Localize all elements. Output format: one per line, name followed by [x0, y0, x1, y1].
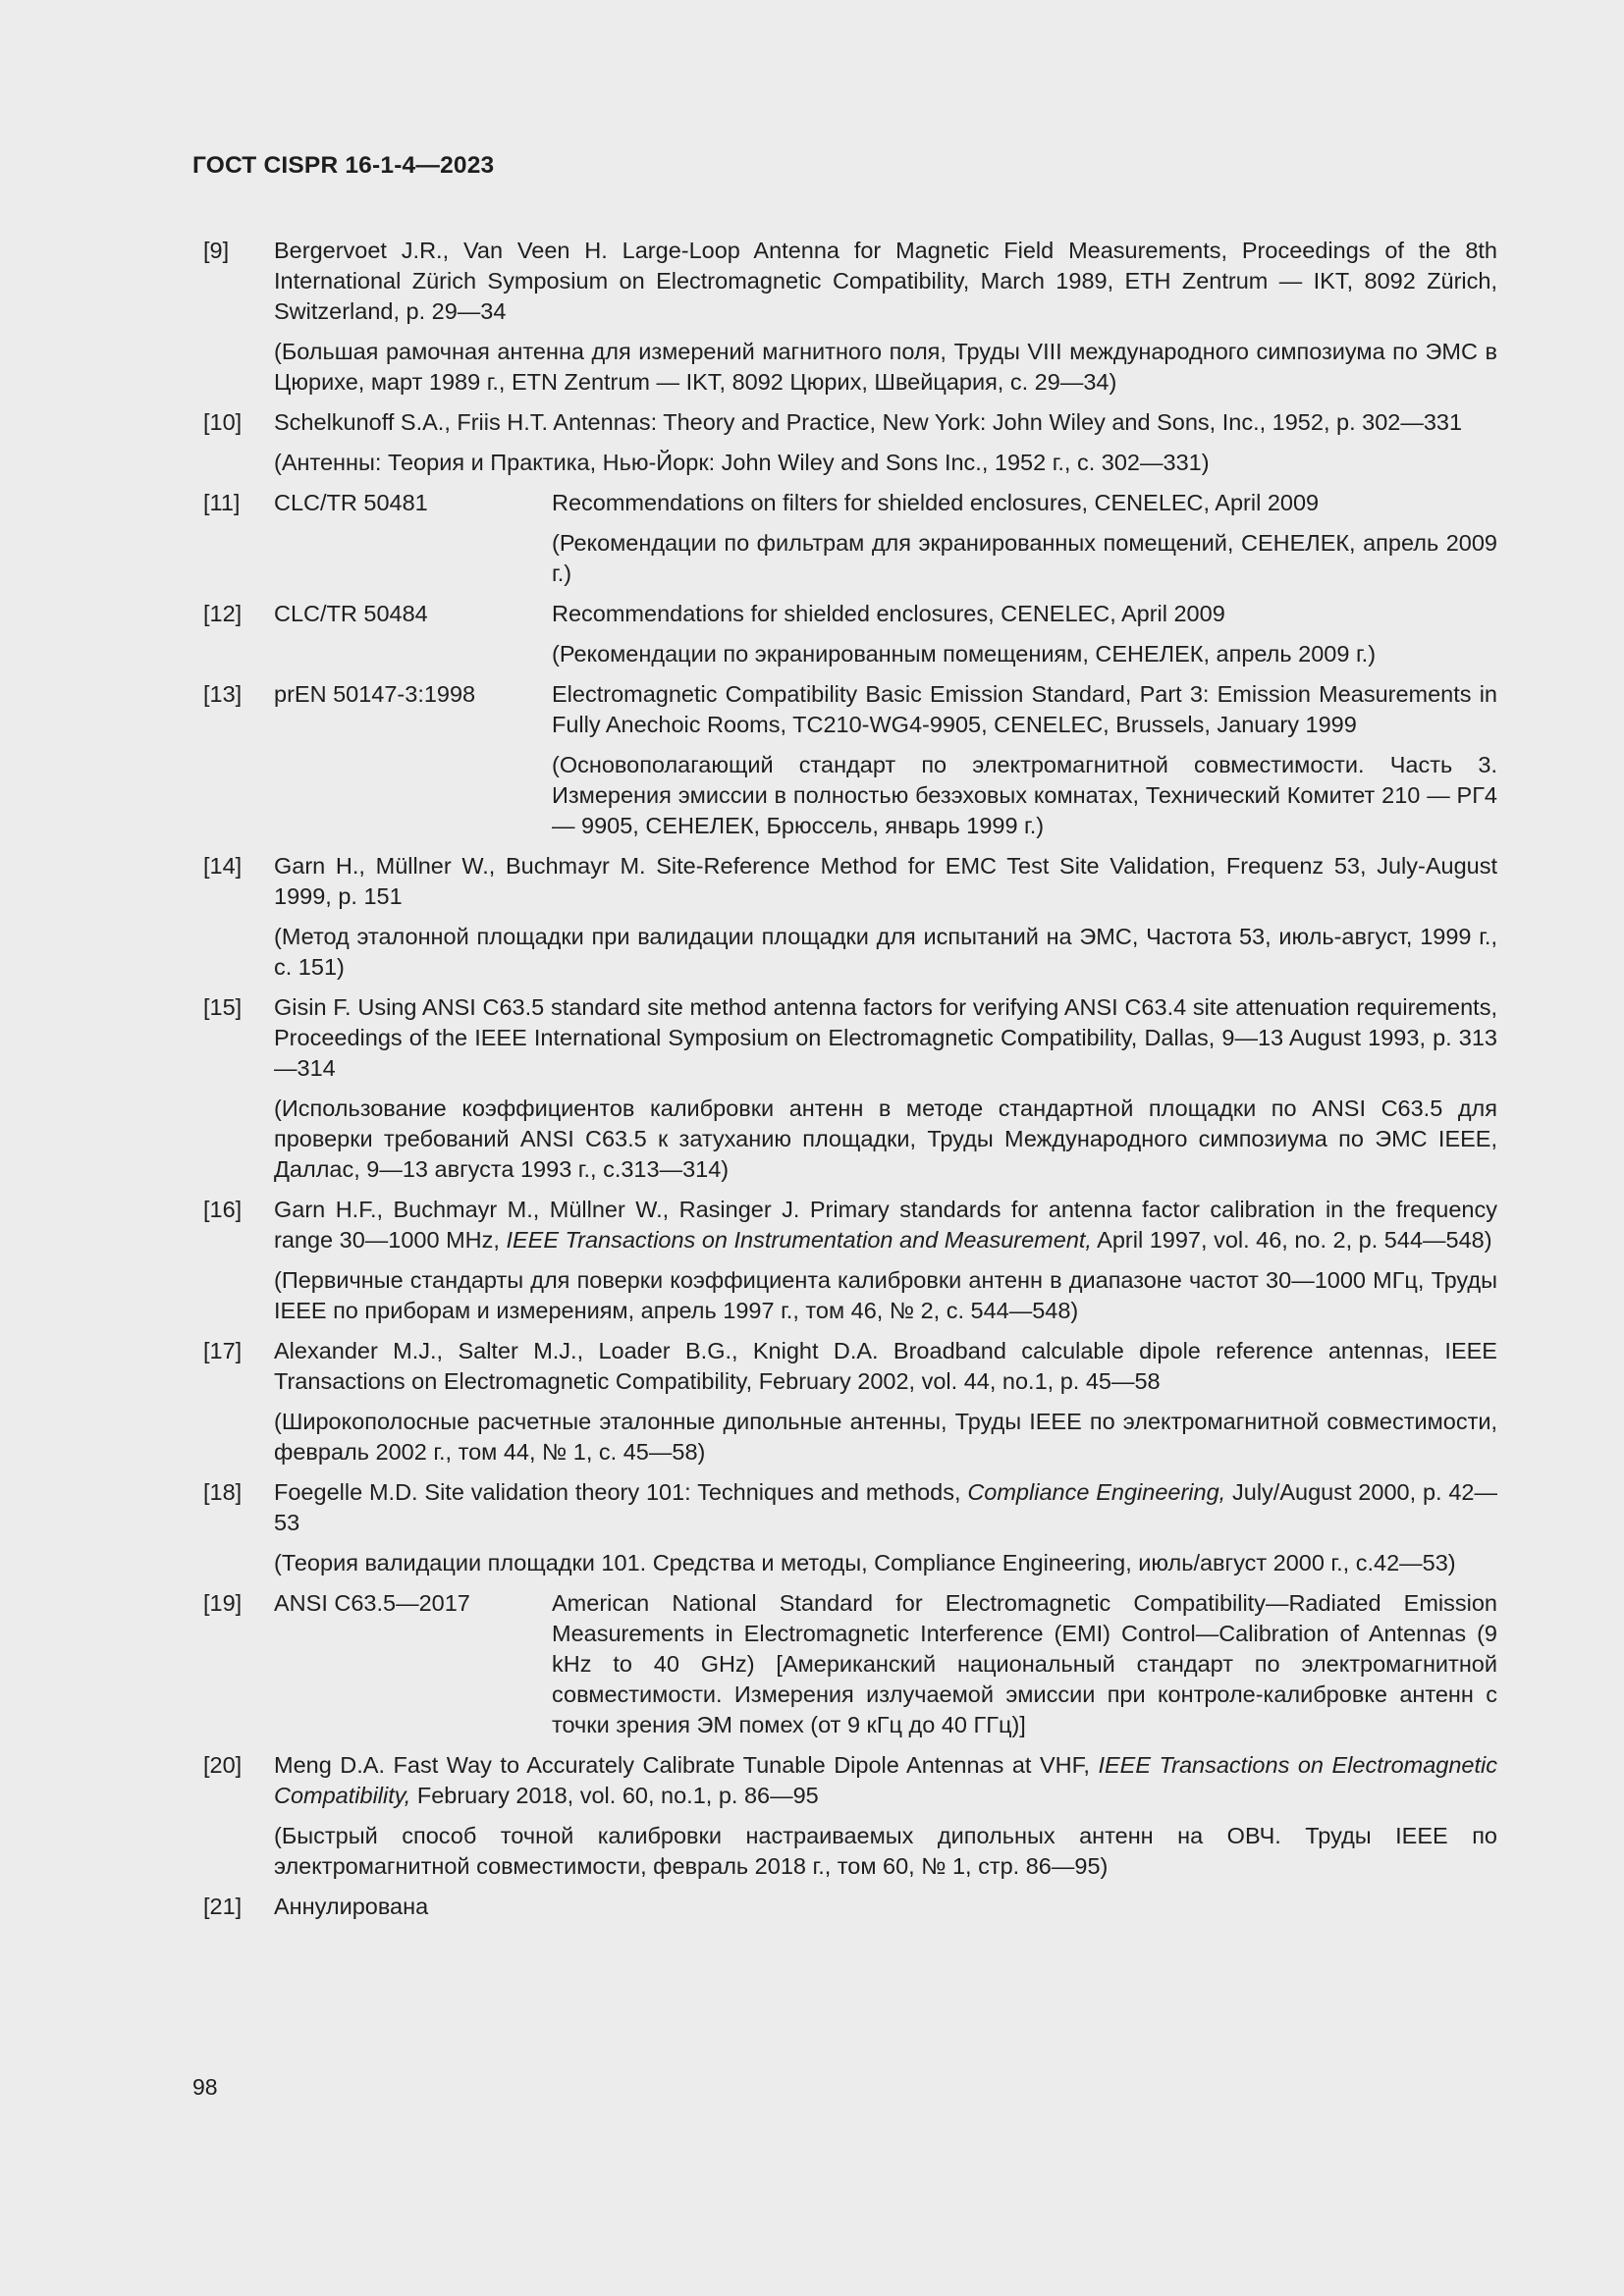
reference-text: Garn H., Müllner W., Buchmayr M. Site-Reference Method for EMC Test Site Validation, Frequenz 53, July-August 1999, p. 151 [274, 853, 1497, 909]
reference-text-part: Foegelle M.D. Site validation theory 101: Techniques and methods, [274, 1479, 968, 1505]
reference-text [274, 1477, 1497, 1538]
reference-number: [20] [203, 1752, 243, 1778]
reference-text: Bergervoet J.R., Van Veen H. Large-Loop Antenna for Magnetic Field Measurements, Proceedings of the 8th International Zürich Symposium on Electromagnetic Compatibility, March 1989, ETH Zentrum — IKT, 8092 Zürich, Switzerland, p. 29—34 [274, 238, 1497, 324]
reference-text-part: April 1997, vol. 46, no. 2, p. 544—548) [1091, 1227, 1492, 1253]
reference-body [552, 488, 1497, 589]
page-number: 98 [192, 2074, 218, 2100]
reference-translation: (Использование коэффициентов калибровки антенн в методе стандартной площадки по ANSI C63.5 для проверки требований ANSI C63.5 к затуханию площадки, Труды Международного симпозиума по ЭМС IEEE, Даллас, 9—13 августа 1993 г., с.313—314) [274, 1095, 1497, 1182]
reference-number: [16] [203, 1197, 243, 1222]
reference-entry [203, 1477, 1497, 1578]
reference-translation: (Быстрый способ точной калибровки настраиваемых дипольных антенн на ОВЧ. Труды IEEE по электромагнитной совместимости, февраль 2018 г., том 60, № 1, стр. 86—95) [274, 1823, 1497, 1879]
reference-text: Recommendations on filters for shielded enclosures, CENELEC, April 2009 [552, 490, 1320, 515]
reference-body [274, 236, 1497, 398]
reference-entry [203, 1195, 1497, 1326]
reference-translation: (Метод эталонной площадки при валидации площадки для испытаний на ЭМС, Частота 53, июль-август, 1999 г., с. 151) [274, 924, 1497, 980]
reference-text-part: July/August 2000, p. 42—53 [274, 1479, 1497, 1535]
reference-number: [10] [203, 409, 243, 435]
reference-number: [15] [203, 994, 243, 1020]
reference-translation: (Антенны: Теория и Практика, Нью-Йорк: John Wiley and Sons Inc., 1952 г., с. 302—331) [274, 450, 1210, 475]
reference-number: [14] [203, 853, 243, 879]
reference-translation: (Широкополосные расчетные эталонные дипольные антенны, Труды IEEE по электромагнитной совместимости, февраль 2002 г., том 44, № 1, с. 45—58) [274, 1409, 1497, 1465]
reference-translation: (Первичные стандарты для поверки коэффициента калибровки антенн в диапазоне частот 30—1000 МГц, Труды IEEE по приборам и измерениям, апрель 1997 г., том 46, № 2, с. 544—548) [274, 1267, 1497, 1323]
reference-text: Schelkunoff S.A., Friis H.T. Antennas: Theory and Practice, New York: John Wiley and Sons, Inc., 1952, p. 302—331 [274, 409, 1463, 435]
reference-body [552, 679, 1497, 841]
reference-body [552, 599, 1497, 669]
reference-entry [203, 488, 1497, 589]
reference-body [552, 1588, 1497, 1740]
reference-body [274, 851, 1497, 983]
reference-entry [203, 1588, 1497, 1740]
reference-body [274, 1892, 1497, 1922]
reference-text: Аннулирована [274, 1894, 429, 1919]
reference-translation: (Рекомендации по экранированным помещениям, СЕНЕЛЕК, апрель 2009 г.) [552, 641, 1377, 667]
bibliography-list [203, 236, 1497, 1932]
reference-translation: (Основополагающий стандарт по электромагнитной совместимости. Часть 3. Измерения эмиссии в полностью безэховых комнатах, Технический Комитет 210 — РГ4 — 9905, СЕНЕЛЕК, Брюссель, январь 1999 г.) [552, 752, 1497, 838]
reference-entry [203, 599, 1497, 669]
reference-body [274, 1336, 1497, 1468]
document-header: ГОСТ CISPR 16-1-4—2023 [192, 152, 495, 179]
reference-number: [9] [203, 238, 230, 263]
reference-text [274, 1750, 1497, 1811]
reference-entry [203, 1892, 1497, 1922]
reference-translation: (Рекомендации по фильтрам для экранированных помещений, СЕНЕЛЕК, апрель 2009 г.) [552, 530, 1497, 586]
standard-designation: CLC/TR 50484 [274, 601, 428, 626]
standard-designation: ANSI C63.5—2017 [274, 1590, 470, 1616]
journal-title: Compliance Engineering, [967, 1479, 1226, 1505]
reference-entry [203, 1750, 1497, 1882]
reference-entry [203, 992, 1497, 1185]
reference-body [274, 407, 1497, 478]
reference-entry [203, 851, 1497, 983]
reference-entry [203, 1336, 1497, 1468]
reference-number: [18] [203, 1479, 243, 1505]
reference-body [274, 1195, 1497, 1326]
reference-number: [11] [203, 490, 241, 515]
reference-text: Gisin F. Using ANSI C63.5 standard site method antenna factors for verifying ANSI C63.4 site attenuation requirements, Proceedings of the IEEE International Symposium on Electromagnetic Compatibility, Dallas, 9—13 August 1993, p. 313—314 [274, 994, 1497, 1081]
reference-body [274, 1750, 1497, 1882]
reference-body [274, 992, 1497, 1185]
reference-number: [12] [203, 601, 243, 626]
standard-designation: prEN 50147-3:1998 [274, 681, 476, 707]
reference-number: [21] [203, 1894, 243, 1919]
reference-number: [17] [203, 1338, 243, 1363]
reference-text: Electromagnetic Compatibility Basic Emission Standard, Part 3: Emission Measurements in Fully Anechoic Rooms, TC210-WG4-9905, CENELEC, Brussels, January 1999 [552, 681, 1497, 737]
standard-designation: CLC/TR 50481 [274, 490, 428, 515]
reference-entry [203, 679, 1497, 841]
reference-text-part: Meng D.A. Fast Way to Accurately Calibrate Tunable Dipole Antennas at VHF, [274, 1752, 1099, 1778]
reference-number: [13] [203, 681, 243, 707]
reference-entry [203, 407, 1497, 478]
reference-text: Recommendations for shielded enclosures, CENELEC, April 2009 [552, 601, 1225, 626]
reference-entry [203, 236, 1497, 398]
reference-number: [19] [203, 1590, 243, 1616]
reference-text-part: February 2018, vol. 60, no.1, p. 86—95 [410, 1783, 819, 1808]
reference-text: American National Standard for Electromagnetic Compatibility—Radiated Emission Measurements in Electromagnetic Interference (EMI) Control—Calibration of Antennas (9 kHz to 40 GHz) [Американский национальный стандарт по электромагнитной совместимости. Измерения излучаемой эмиссии при контроле-калибровке антенн с точки зрения ЭМ помех (от 9 кГц до 40 ГГц)] [552, 1590, 1497, 1737]
journal-title: IEEE Transactions on Electromagnetic Compatibility, [274, 1752, 1497, 1808]
reference-text-part: Garn H.F., Buchmayr M., Müllner W., Rasinger J. Primary standards for antenna factor calibration in the frequency range 30—1000 MHz, [274, 1197, 1497, 1253]
reference-translation: (Большая рамочная антенна для измерений магнитного поля, Труды VIII международного симпозиума по ЭМС в Цюрихе, март 1989 г., ETN Zentrum — IKT, 8092 Цюрих, Швейцария, с. 29—34) [274, 339, 1497, 395]
reference-text: Alexander M.J., Salter M.J., Loader B.G., Knight D.A. Broadband calculable dipole reference antennas, IEEE Transactions on Electromagnetic Compatibility, February 2002, vol. 44, no.1, p. 45—58 [274, 1338, 1497, 1394]
journal-title: IEEE Transactions on Instrumentation and Measurement, [506, 1227, 1092, 1253]
reference-translation: (Теория валидации площадки 101. Средства и методы, Compliance Engineering, июль/август 2000 г., с.42—53) [274, 1550, 1456, 1575]
reference-text [274, 1195, 1497, 1255]
reference-body [274, 1477, 1497, 1578]
